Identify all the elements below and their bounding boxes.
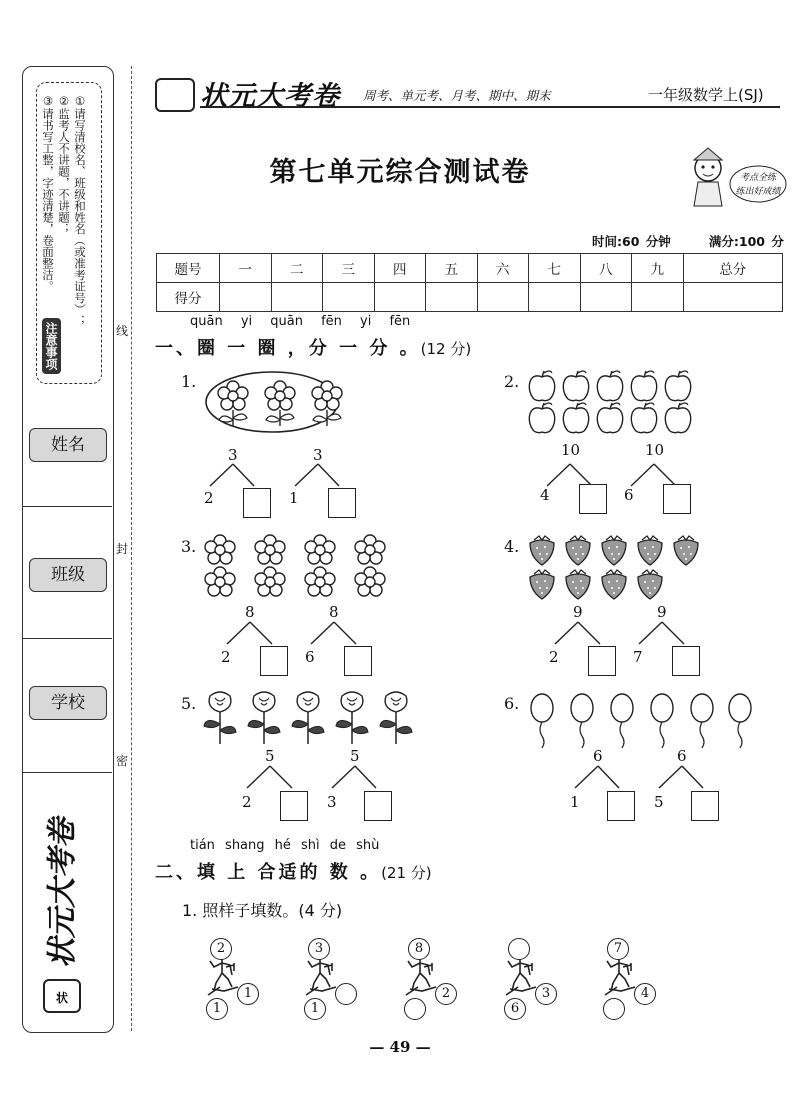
bond-top-number: 6 <box>593 747 603 765</box>
bond-known-number: 1 <box>289 489 299 507</box>
bond-top-number: 10 <box>561 441 581 459</box>
bond-top-number: 3 <box>228 446 238 464</box>
question-number: 4. <box>504 537 520 556</box>
bond-top-number: 6 <box>677 747 687 765</box>
header-brand: 状元大考卷 <box>200 81 340 112</box>
page-number: — 49 — <box>369 1038 431 1056</box>
page-title: 第七单元综合测试卷 <box>269 157 531 188</box>
exam-time: 时间:60 分钟 <box>592 234 671 249</box>
exam-full-score: 满分:100 分 <box>708 234 784 249</box>
question-number: 2. <box>504 372 520 391</box>
rider-icon <box>605 957 635 995</box>
score-header-label: 题号 <box>157 254 220 283</box>
bond-known-number: 6 <box>305 648 315 666</box>
section1-points: (12 分) <box>420 340 472 358</box>
binding-mark-line: 线 <box>116 324 129 338</box>
bike-right-circle: 2 <box>435 983 457 1005</box>
binding-mark-seal: 封 <box>116 542 129 556</box>
bike-left-circle[interactable] <box>603 998 625 1020</box>
score-col: 九 <box>632 254 684 283</box>
bond-known-number: 6 <box>624 486 634 504</box>
score-col: 六 <box>477 254 529 283</box>
section1-pinyin: quān yi quān fēn yi fēn <box>190 314 411 329</box>
notice-line-2: ②监考人不讲题，不讲题； <box>57 94 71 235</box>
bond-top-number: 8 <box>329 603 339 621</box>
bike-top-circle: 3 <box>308 938 330 960</box>
question-number: 1. <box>181 372 197 391</box>
mascot-line-2: 练出好成绩 <box>735 187 781 197</box>
score-col: 一 <box>220 254 272 283</box>
score-col: 四 <box>374 254 426 283</box>
score-col: 七 <box>529 254 581 283</box>
bike-left-circle: 1 <box>206 998 228 1020</box>
section2-points: (21 分) <box>381 864 432 882</box>
bond-known-number: 2 <box>549 648 559 666</box>
bond-known-number: 7 <box>633 648 643 666</box>
binding-mark-secret: 密 <box>116 754 129 768</box>
bike-left-circle: 6 <box>504 998 526 1020</box>
bond-top-number: 8 <box>245 603 255 621</box>
bike-right-circle: 3 <box>535 983 557 1005</box>
bike-right-circle[interactable] <box>335 983 357 1005</box>
question-number: 5. <box>181 694 197 713</box>
score-row-label: 得分 <box>157 283 220 312</box>
bike-top-circle[interactable] <box>508 938 530 960</box>
notice-line-3: ③请书写工整，字迹清楚，卷面整洁。 <box>41 94 55 292</box>
bond-known-number: 5 <box>654 793 664 811</box>
bond-known-number: 2 <box>221 648 231 666</box>
question-number: 6. <box>504 694 520 713</box>
bond-top-number: 10 <box>645 441 665 459</box>
notice-title: 注意事项 <box>42 318 61 374</box>
score-col: 三 <box>323 254 375 283</box>
header-subtitle: 周考、单元考、月考、期中、期末 <box>363 88 551 103</box>
rider-icon <box>506 957 536 995</box>
bond-top-number: 5 <box>265 747 275 765</box>
class-field[interactable]: 班级 <box>29 558 107 592</box>
rider-icon <box>406 957 436 995</box>
section2-pinyin: tián shang hé shì de shù <box>190 838 380 853</box>
bike-left-circle[interactable] <box>404 998 426 1020</box>
bond-top-number: 9 <box>573 603 583 621</box>
bond-known-number: 2 <box>242 793 252 811</box>
school-field[interactable]: 学校 <box>29 686 107 720</box>
bike-right-circle: 1 <box>237 983 259 1005</box>
bond-known-number: 4 <box>540 486 550 504</box>
question-number: 3. <box>181 537 197 556</box>
notice-line-1: ①请写清校名、班级和姓名（或准考证号）； <box>73 94 87 327</box>
bond-top-number: 3 <box>313 446 323 464</box>
section1-heading-text: 一、圈 一 圈 ，分 一 分 。 <box>155 338 421 359</box>
bike-right-circle: 4 <box>634 983 656 1005</box>
rider-icon <box>208 957 238 995</box>
bike-left-circle: 1 <box>304 998 326 1020</box>
header-grade: 一年级数学上(SJ) <box>648 86 764 104</box>
svg-text:状: 状 <box>55 991 69 1005</box>
svg-text:状元大考卷: 状元大考卷 <box>45 818 80 968</box>
name-field[interactable]: 姓名 <box>29 428 107 462</box>
bike-top-circle: 8 <box>408 938 430 960</box>
bond-known-number: 1 <box>570 793 580 811</box>
score-col: 八 <box>580 254 632 283</box>
rider-icon <box>306 957 336 995</box>
bond-known-number: 3 <box>327 793 337 811</box>
bond-top-number: 9 <box>657 603 667 621</box>
bike-top-circle: 2 <box>210 938 232 960</box>
bike-top-circle: 7 <box>607 938 629 960</box>
score-col-total: 总分 <box>683 254 783 283</box>
bond-top-number: 5 <box>350 747 360 765</box>
score-col: 二 <box>271 254 323 283</box>
sub-question: 1. 照样子填数。(4 分) <box>182 901 343 920</box>
score-col: 五 <box>426 254 478 283</box>
section2-heading-text: 二、填 上 合适的 数 。 <box>155 862 382 883</box>
bond-known-number: 2 <box>204 489 214 507</box>
mascot-line-1: 考点全练 <box>739 173 777 183</box>
